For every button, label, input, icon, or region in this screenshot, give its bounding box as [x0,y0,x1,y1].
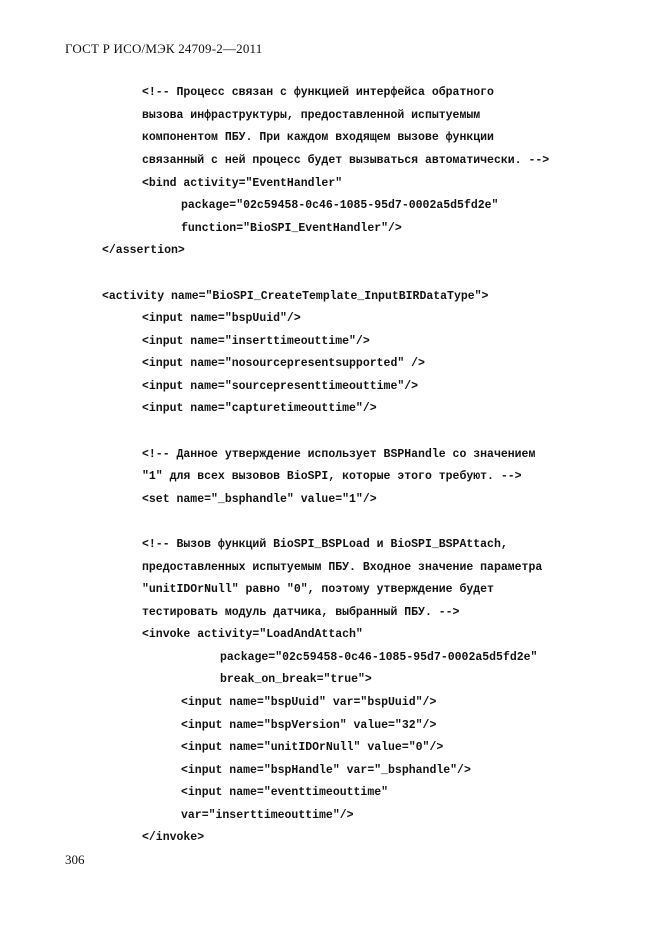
code-line: предоставленных испытуемым ПБУ. Входное значение параметра [142,561,543,574]
code-line: package="02c59458-0c46-1085-95d7-0002a5d5fd2e" [220,651,538,664]
code-line: <input name="bspUuid"/> [142,312,301,325]
code-line: </assertion> [102,244,185,257]
code-line: </invoke> [142,831,205,844]
code-line: вызова инфраструктуры, предоставленной испытуемым [142,109,481,122]
code-line: связанный с ней процесс будет вызываться автоматически. --> [142,154,550,167]
code-line: <invoke activity="LoadAndAttach" [142,628,363,641]
code-line: var="inserttimeouttime"/> [181,809,354,822]
code-line: <input name="unitIDOrNull" value="0"/> [181,741,444,754]
code-line: <input name="bspVersion" value="32"/> [181,719,437,732]
page-number: 306 [65,852,85,867]
code-line: <input name="inserttimeouttime"/> [142,335,370,348]
running-header: ГОСТ Р ИСО/МЭК 24709-2—2011 [65,41,263,56]
code-line: тестировать модуль датчика, выбранный ПБУ. --> [142,606,460,619]
code-line: <input name="nosourcepresentsupported" /> [142,357,425,370]
code-line: "1" для всех вызовов BioSPI, которые этого требуют. --> [142,470,522,483]
code-line: <!-- Процесс связан с функцией интерфейса обратного [142,86,494,99]
code-line: <input name="eventtimeouttime" [181,786,389,799]
code-line: "unitIDOrNull" равно "0", поэтому утверждение будет [142,583,494,596]
code-line: <activity name="BioSPI_CreateTemplate_InputBIRDataType"> [102,290,489,303]
code-line: <input name="sourcepresenttimeouttime"/> [142,380,419,393]
code-line: function="BioSPI_EventHandler"/> [181,222,402,235]
code-line: package="02c59458-0c46-1085-95d7-0002a5d5fd2e" [181,199,499,212]
code-line: <!-- Вызов функций BioSPI_BSPLoad и BioSPI_BSPAttach, [142,538,508,551]
code-line: break_on_break="true"> [220,673,372,686]
code-line: <input name="bspHandle" var="_bsphandle"/> [181,764,471,777]
code-line: <bind activity="EventHandler" [142,177,343,190]
code-line: компонентом ПБУ. При каждом входящем вызове функции [142,131,494,144]
code-line: <input name="bspUuid" var="bspUuid"/> [181,696,437,709]
code-line: <input name="capturetimeouttime"/> [142,402,377,415]
code-line: <!-- Данное утверждение использует BSPHandle со значением [142,448,536,461]
code-line: <set name="_bsphandle" value="1"/> [142,493,377,506]
